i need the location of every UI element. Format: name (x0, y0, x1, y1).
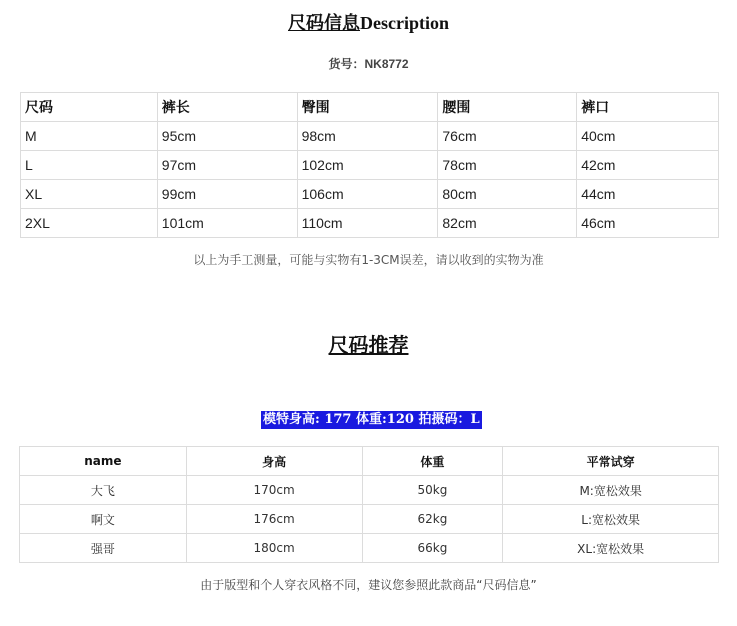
table-cell: 180cm (186, 534, 362, 563)
table-cell: M (21, 122, 158, 151)
header-cell: 平常试穿 (503, 447, 719, 476)
title-cn: 尺码信息 (288, 13, 360, 33)
title-en: Description (360, 13, 449, 33)
table-cell: XL:宽松效果 (503, 534, 719, 563)
table-cell: L:宽松效果 (503, 505, 719, 534)
table-row (21, 209, 719, 238)
fit-table (19, 446, 719, 563)
header-cell: 臀围 (297, 93, 438, 122)
table-row (20, 505, 719, 534)
table-row (21, 122, 719, 151)
table-cell: XL (21, 180, 158, 209)
table-row (20, 476, 719, 505)
size-table-header (21, 93, 719, 122)
header-cell: 裤口 (577, 93, 719, 122)
table-cell: 110cm (297, 209, 438, 238)
table-cell: 50kg (362, 476, 503, 505)
table-cell: 95cm (157, 122, 297, 151)
table-cell: 62kg (362, 505, 503, 534)
bottom-note: 由于版型和个人穿衣风格不同，建议您参照此款商品“尺码信息” (200, 578, 537, 592)
table-cell: 强哥 (20, 534, 187, 563)
table-cell: 42cm (577, 151, 719, 180)
table-cell: 啊文 (20, 505, 187, 534)
sku-label: 货号：NK8772 (328, 57, 409, 71)
table-row (21, 180, 719, 209)
header-cell: 腰围 (438, 93, 577, 122)
recommend-title: 尺码推荐 (328, 333, 409, 357)
table-cell: 40cm (577, 122, 719, 151)
header-cell: 体重 (362, 447, 503, 476)
table-cell: 99cm (157, 180, 297, 209)
header-cell: 尺码 (21, 93, 158, 122)
table-cell: 176cm (186, 505, 362, 534)
table-cell: 78cm (438, 151, 577, 180)
table-cell: 76cm (438, 122, 577, 151)
table-row (21, 151, 719, 180)
measurement-note: 以上为手工测量，可能与实物有1-3CM误差，请以收到的实物为准 (193, 253, 544, 267)
table-cell: 44cm (577, 180, 719, 209)
table-cell: 170cm (186, 476, 362, 505)
table-cell: 98cm (297, 122, 438, 151)
page-title (0, 9, 737, 35)
table-cell: M:宽松效果 (503, 476, 719, 505)
table-cell: 大飞 (20, 476, 187, 505)
table-cell: 101cm (157, 209, 297, 238)
header-cell: 身高 (186, 447, 362, 476)
header-cell: 裤长 (157, 93, 297, 122)
table-cell: 82cm (438, 209, 577, 238)
table-cell: 106cm (297, 180, 438, 209)
fit-table-header (20, 447, 719, 476)
table-cell: 102cm (297, 151, 438, 180)
table-cell: 2XL (21, 209, 158, 238)
table-cell: L (21, 151, 158, 180)
table-cell: 80cm (438, 180, 577, 209)
table-cell: 97cm (157, 151, 297, 180)
model-info-banner: 模特身高: 177 体重:120 拍摄码：L (263, 412, 480, 427)
table-cell: 46cm (577, 209, 719, 238)
header-cell: name (20, 447, 187, 476)
table-row (20, 534, 719, 563)
table-cell: 66kg (362, 534, 503, 563)
size-table (20, 92, 719, 238)
